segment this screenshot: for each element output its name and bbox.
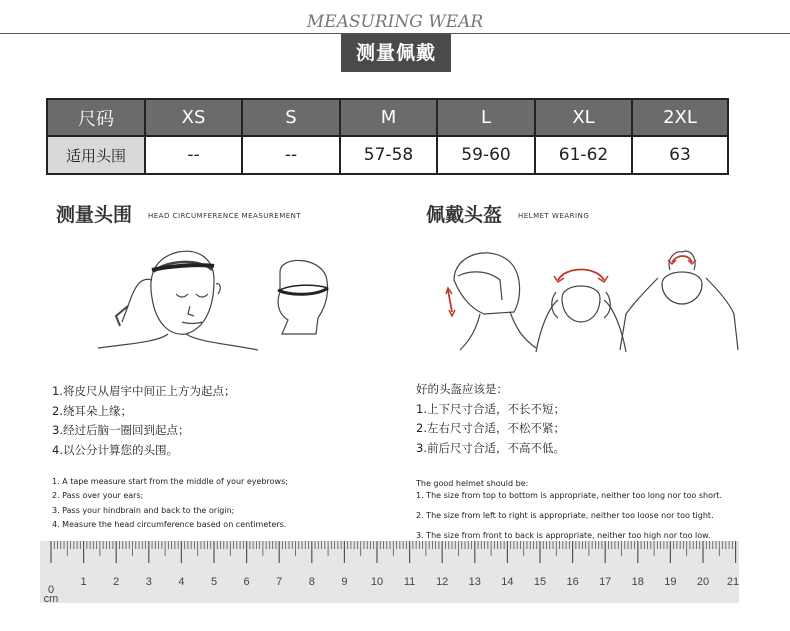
ruler-label: 16	[566, 576, 579, 588]
size-table	[46, 98, 729, 175]
measure-steps-en	[52, 475, 288, 532]
ruler-label: 14	[501, 576, 514, 588]
wearing-step-cn-3: 3.前后尺寸合适，不高不低。	[416, 440, 565, 455]
helmet-wearing-illustration	[440, 240, 740, 360]
size-value-row	[47, 136, 728, 174]
ruler-label: 3	[145, 576, 152, 588]
wearing-steps-en	[416, 486, 722, 546]
ruler-label: 6	[243, 576, 250, 588]
size-xs: XS	[145, 99, 242, 136]
wearing-step-cn-1: 1.上下尺寸合适，不长不短；	[416, 401, 565, 416]
wearing-title-en: HELMET WEARING	[518, 212, 590, 220]
header-title-cn: 测量佩戴	[341, 34, 451, 72]
measure-step-en-1: 1. A tape measure start from the middle of your eyebrows;	[52, 477, 288, 486]
ruler-label: 15	[533, 576, 547, 588]
size-xl: XL	[535, 99, 632, 136]
size-header-label: 尺码	[47, 99, 145, 136]
wearing-step-en-1: 1. The size from top to bottom is appropriate, neither too long nor too short.	[416, 491, 722, 500]
ruler-label: 12	[436, 576, 449, 588]
header-title-en: MEASURING WEAR	[0, 12, 790, 32]
value-2xl: 63	[632, 136, 728, 174]
ruler-label: 1	[80, 576, 87, 588]
ruler-label: 18	[631, 576, 644, 588]
head-measure-illustration	[68, 236, 358, 356]
ruler-label: 5	[210, 576, 218, 588]
measure-steps-cn	[52, 382, 235, 460]
size-s: S	[242, 99, 340, 136]
ruler-label: 7	[276, 576, 283, 588]
measure-step-en-4: 4. Measure the head circumference based on centimeters.	[52, 519, 287, 529]
size-header-row	[47, 99, 728, 136]
measure-step-en-3: 3. Pass your hindbrain and back to the origin;	[52, 505, 235, 515]
ruler-label: 8	[308, 576, 315, 588]
ruler-label: 20	[696, 576, 710, 588]
size-row-label: 适用头围	[47, 136, 145, 174]
measure-step-cn-1: 1.将皮尺从眉宇中间正上方为起点；	[52, 384, 236, 398]
ruler-label: 19	[664, 576, 677, 588]
ruler-label: 2	[113, 576, 120, 588]
size-m: M	[340, 99, 437, 136]
wearing-title-cn: 佩戴头盔	[426, 204, 503, 226]
measure-step-cn-4: 4.以公分计算您的头围。	[52, 442, 178, 457]
wearing-step-cn-2: 2.左右尺寸合适，不松不紧；	[416, 421, 565, 435]
measure-step-cn-2: 2.绕耳朵上缘；	[52, 403, 132, 418]
size-l: L	[437, 99, 535, 136]
ruler-label: 9	[341, 576, 348, 588]
value-xs: --	[145, 136, 242, 174]
wearing-step-en-2: 2. The size from left to right is appropriate, neither too loose nor too tight.	[416, 511, 714, 520]
wearing-intro-cn: 好的头盔应该是：	[416, 382, 508, 396]
measure-title-en: HEAD CIRCUMFERENCE MEASUREMENT	[148, 212, 302, 220]
ruler-zero-label: 0	[47, 584, 55, 596]
measure-step-cn-3: 3.经过后脑一圈回到起点；	[52, 423, 190, 437]
value-l: 59-60	[437, 136, 535, 174]
centimeter-ruler	[40, 541, 739, 603]
wearing-steps-cn	[416, 380, 565, 458]
wearing-intro-en: The good helmet should be:	[416, 479, 529, 488]
ruler-label: 10	[370, 576, 384, 588]
ruler-label: 21	[726, 576, 739, 588]
ruler-label: 4	[178, 576, 185, 588]
value-s: --	[242, 136, 340, 174]
measure-title-cn: 测量头围	[56, 204, 133, 226]
wearing-step-en-3: 3. The size from front to back is appropriate, neither too high nor too low.	[416, 531, 711, 540]
ruler-label: 11	[403, 576, 416, 588]
ruler-label: 17	[599, 576, 612, 588]
value-m: 57-58	[340, 136, 437, 174]
measure-step-en-2: 2. Pass over your ears;	[52, 491, 144, 501]
size-2xl: 2XL	[632, 99, 728, 136]
ruler-scale	[40, 541, 739, 603]
ruler-unit-label: cm	[43, 593, 59, 603]
ruler-label: 13	[468, 576, 481, 588]
value-xl: 61-62	[535, 136, 632, 174]
